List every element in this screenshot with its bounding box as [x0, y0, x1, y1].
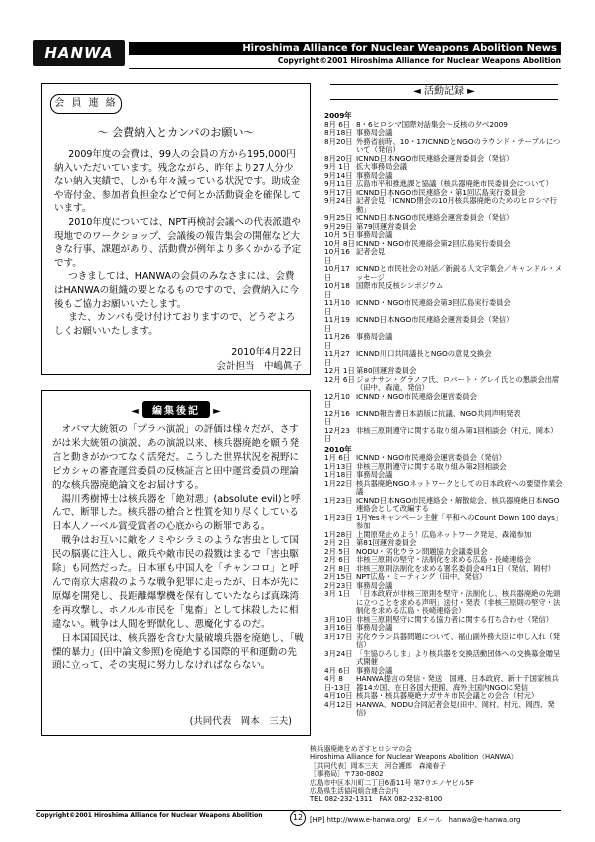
footer-info-line: ［共同代表］岡本三夫 河合護郎 森滝春子 — [310, 761, 446, 770]
activity-row — [324, 197, 564, 214]
activity-text: NODU・劣化ウラン問題協力会議委員会 — [356, 546, 488, 556]
activity-text: 事務局会議 — [356, 332, 393, 341]
header-org-name: Hiroshima Alliance for Nuclear Weapons Abolition News — [129, 42, 561, 55]
activity-row — [324, 138, 564, 155]
activity-text: ICNND日本NGO市民連絡会・解散総会、核兵器廃絶日本NGO連絡会として改編する — [356, 495, 560, 513]
activity-text: ICNNDと市民社会の対話／新鋭る人文字集会／キャンドル・メッセージ — [356, 264, 563, 282]
activity-text: HANWA提言の発信・発送 国連、日本政府、新十千国家核兵器14カ国、在日各国大使館、海外主国内NGOに発信 — [356, 674, 559, 692]
activity-text: ICNND・NGO市民連絡会運営委員会（発信） — [356, 453, 507, 462]
header-rule — [129, 68, 561, 69]
activity-text: 劣化ウラン兵器問題について、福山副外務大臣に申し入れ（発信） — [356, 631, 561, 649]
activity-row — [324, 675, 564, 692]
activity-row — [324, 316, 564, 333]
activity-date: 4月12日 — [324, 699, 353, 709]
activity-year: 2009年 — [324, 111, 352, 120]
activity-heading-label: 活動記録 — [424, 86, 464, 97]
dues-paragraph: また、カンパも受け付けておりますので、どうぞよろしくお願いいたします。 — [54, 312, 296, 337]
activity-text: ジョナサン・グラノフ氏、ロバート・グレイ氏との懇談会出席（田中、森滝、発信） — [356, 374, 560, 392]
activity-date: 9月17日 — [324, 187, 353, 197]
editor-signature: (共同代表 岡本 三夫) — [189, 716, 292, 727]
activity-date: 1月18日 — [324, 470, 353, 479]
footer-info-line: ［事務局］〒730-0802 — [310, 770, 384, 779]
activity-row — [324, 299, 564, 316]
activity-row — [324, 248, 564, 265]
activity-text: 記者会見「ICNND閉会の10月核兵器廃絶のためのヒロシマ行動」 — [356, 196, 557, 214]
activity-date: 8月20日 — [324, 153, 353, 163]
activity-text: 事務局会議 — [356, 128, 393, 137]
activity-date: 1月 6日 — [324, 453, 351, 462]
activity-row — [324, 333, 564, 350]
activity-text: 1月Yesキャンペーン主催「平和へのCount Down 100 days」参加 — [356, 512, 563, 530]
activity-text: 第81回運営委員会 — [356, 538, 417, 547]
activity-date: 9月25日 — [324, 213, 353, 222]
activity-row — [324, 427, 564, 444]
activity-date: 1月28日 — [324, 529, 353, 539]
footer-copyright: Copyright©2001 Hiroshima Alliance for Nuclear Weapons Abolition — [36, 812, 263, 819]
activity-list — [324, 110, 564, 718]
dues-notice-box — [41, 83, 311, 375]
editor-paragraph: 戦争はお互いに敵をノミやシラミのような害虫として国民の脳裏に注入し、敵兵や敵市民の殺戮はまるで「害虫駆除」も同然だった。日本軍も中国人を「チャンコロ」と呼んで南京大虐殺のような戦争犯罪に走ったが、日本が先に原爆を開発し、長距離爆撃機を保有していたならば真珠湾を再攻撃し、ホノルル市民を「鬼畜」として抹殺したに相違ない。戦争は人間を野獣化し、悪魔化するのだ。 — [52, 535, 300, 630]
activity-text: 事務局会議 — [356, 665, 393, 675]
activity-text: 第80回運営委員会 — [356, 366, 417, 375]
activity-text: 非核三原則遵守に関する取り組み第1回相談会（村元、岡本） — [356, 425, 558, 435]
footer-info-line: 核兵器廃絶をめざすヒロシマの会 — [310, 745, 412, 753]
dues-paragraph: 2010年度については、NPT再検討会議への代表派遣や現地でのワークショップ、会議後の報告集会の開催など大きな行事、課題があり、活動費が例年より多くかかる予定です。 — [54, 216, 302, 269]
activity-text: 第79回運営委員会 — [356, 221, 417, 231]
activity-date: 2月 8日 — [324, 563, 351, 573]
activity-date: 3月16日 — [324, 623, 353, 632]
activity-text: 記者会見 — [356, 247, 386, 256]
activity-date: 2月 6日 — [324, 555, 351, 564]
dues-body — [54, 148, 302, 338]
activity-text: 非核三原則の堅守・法制化を求める広島・長崎連絡会 — [356, 555, 532, 564]
hanwa-logo: HANWA — [33, 40, 125, 66]
activity-date: 2月15日 — [324, 572, 353, 581]
activity-date: 12月 1日 — [324, 366, 355, 375]
activity-text: 外務省前時、10・17ICNNDとNGOのラウンド・テーブルについて（発信） — [356, 136, 561, 154]
activity-date: 4月 6日 — [324, 665, 351, 675]
activity-date: 1月23日 — [324, 512, 353, 522]
activity-date: 10月16日 — [324, 247, 350, 265]
dues-paragraph: つきましては、HANWAの会員のみなさまには、会費はHANWAの組織の要となるものですので、会費納入に今後もご協力お願いいたします。 — [54, 271, 299, 310]
activity-row — [324, 393, 564, 410]
dues-date: 2010年4月22日 — [231, 347, 302, 358]
activity-text: ICNND川口共同議長とNGOの意見交換会 — [356, 349, 492, 358]
activity-date: 8月 6日 — [324, 119, 351, 129]
activity-date: 11月19日 — [324, 315, 350, 333]
dues-tag: 会 員 連 絡 — [50, 94, 122, 114]
activity-row — [324, 650, 564, 667]
dues-paragraph: 2009年度の会費は、99人の会員の方から195,000円納入いただいています。残念ながら、昨年より27人分少ない納入実績で、しかも年々減っている状況です。助成金や寄付金、参加者負担金などで何とか活動資金を確保しています。 — [54, 149, 302, 215]
editor-heading-label: 編集後記 — [142, 401, 210, 418]
activity-text: 「日本政府が非核三原則を堅守・法制化し、核兵器廃絶の先頭に立つことを求める声明」送付・発表（非核三原則の堅守・法制化を求める広島・長崎連絡会） — [356, 589, 561, 615]
activity-text: 核兵器・核兵器廃絶ナガサキ市民会議との会合（村元） — [356, 691, 539, 700]
activity-date: 12月 6日 — [324, 374, 355, 384]
editor-note-box — [41, 390, 311, 736]
activity-year: 2010年 — [324, 444, 352, 454]
activity-text: ICNND・NGO市民連絡会第3回広島実行委員会 — [356, 298, 511, 307]
activity-date: 11月10日 — [324, 298, 350, 316]
activity-row — [324, 282, 564, 299]
activity-date: 10月18日 — [324, 281, 350, 299]
activity-date: 12月16日 — [324, 408, 350, 426]
activity-date: 4月 8日-13日 — [324, 674, 351, 692]
activity-text: 事務局会議 — [356, 170, 393, 180]
activity-date: 12月23日 — [324, 425, 350, 443]
activity-text: ICNND・NGO市民連絡会第2回広島実行委員会 — [356, 238, 511, 248]
activity-text: ICNND報告書日本語版に抗議、NGO共同声明発表 — [356, 408, 521, 418]
editor-heading: ◄ 編集後記 ► — [42, 401, 310, 418]
activity-date: 11月26日 — [324, 332, 350, 350]
activity-date: 9月 1日 — [324, 162, 351, 171]
dues-signer: 会計担当 中嶋眞子 — [216, 361, 302, 372]
activity-text: 非核三原則遵守に関する取り組み第2回相談会 — [356, 461, 507, 471]
footer-info-line: 広島県生活協同組合連合会内 — [310, 787, 399, 796]
activity-row — [324, 350, 564, 367]
activity-date: 3月10日 — [324, 614, 353, 624]
editor-body — [52, 423, 304, 673]
editor-paragraph: オバマ大統領の「プラハ演説」の評価は様々だが、さすがは米大統領の演説、あの演説以来、核兵器廃絶を願う発言と動きがかつてなく活発だ。こうした世界状況を視野にピカシャの審査運営委員の反核証言と田中運営委員の理論的な核兵器廃絶論文をお届けする。 — [52, 424, 300, 491]
activity-text: 事務局会議 — [356, 580, 393, 590]
activity-date: 1月22日 — [324, 478, 353, 488]
activity-text: 事務局会議 — [356, 230, 393, 239]
dues-signature — [54, 346, 302, 374]
activity-text: 国際市民反核シンポジウム — [356, 281, 444, 290]
activity-row — [324, 376, 564, 393]
activity-date: 10月17日 — [324, 264, 350, 282]
activity-row — [324, 701, 564, 718]
dues-title: ～ 会費納入とカンパのお願い～ — [97, 126, 255, 139]
activity-heading: ◄ 活動記録 ► — [330, 84, 558, 100]
activity-text: 広島市平和推進課と協議（核兵器廃絶市民委員会について） — [356, 179, 553, 188]
activity-date: 10月 8日 — [324, 238, 355, 248]
footer-info-line: TEL 082-232-1311 FAX 082-232-8100 — [310, 795, 443, 804]
activity-date: 2月 2日 — [324, 538, 351, 547]
page-number: 12 — [290, 810, 306, 826]
activity-row — [324, 633, 564, 650]
activity-date: 12月10日 — [324, 391, 350, 409]
activity-text: 拡大事務局会議 — [356, 162, 408, 171]
activity-row — [324, 265, 564, 282]
header-copyright: Copyright©2001 Hiroshima Alliance for Nuclear Weapons Abolition — [277, 56, 561, 65]
activity-text: ICNND・NGO市民連絡会運営委員会 — [356, 391, 477, 401]
activity-date: 2月 5日 — [324, 546, 351, 556]
activity-text: ICNND日本NGO市民連絡会運営委員会（発信） — [356, 315, 514, 324]
activity-date: 10月 5日 — [324, 230, 355, 239]
activity-date: 3月17日 — [324, 631, 353, 641]
activity-text: 核兵器廃絶NGOネットワークとしての日本政府への要望作業会議 — [356, 478, 563, 496]
activity-row — [324, 497, 564, 514]
footer-info-line: Hiroshima Alliance for Nuclear Weapons Abolition（HANWA） — [310, 753, 518, 762]
footer-homepage: [HP] http://www.e-hanwa.org/ Eメール hanwa@e-hanwa.org — [310, 816, 521, 824]
activity-date: 1月13日 — [324, 461, 353, 471]
activity-row — [324, 410, 564, 427]
activity-text: 8・6ヒロシマ国際対話集会～反核の夕べ2009 — [356, 119, 508, 129]
activity-text: HANWA、NODU合同記者会見(田中、岡村、村元、岡西、発信) — [356, 699, 555, 717]
editor-paragraph: 日本国国民は、核兵器を含む大量破壊兵器を廃絶し、「戦慄的暴力」(田中論文参照)を廃絶する国際的平和運動の先頭に立って、その実現に努力しなければならない。 — [52, 632, 304, 672]
activity-row — [324, 590, 564, 616]
footer-info-line: 広島市中区本川町二丁目6番11号 第7ウエノヤビル5F — [310, 778, 474, 787]
activity-date: 1月23日 — [324, 495, 353, 505]
activity-text: 事務局会議 — [356, 623, 393, 632]
activity-row — [324, 480, 564, 497]
activity-text: NPT広島・ミーティング（田中、発信） — [356, 572, 487, 581]
editor-paragraph: 湯川秀樹博士は核兵器を「絶対悪」(absolute evil)と呼んで、断罪した。核兵器の槍合と性質を知り尽くしている日本人ノーベル賞受賞者の心底からの断罪である。 — [52, 493, 301, 533]
page-header — [33, 40, 561, 72]
activity-date: 3月 1日 — [324, 589, 351, 598]
footer-contact-info — [310, 745, 560, 804]
activity-text: 非核三原則法制化を求める署名委員会4月1日（発信、岡村） — [356, 563, 556, 573]
activity-text: ICNND日本NGO市民連絡会・第1回広島実行委員会 — [356, 187, 526, 197]
activity-date: 2月23日 — [324, 580, 353, 590]
activity-date: 9月29日 — [324, 221, 353, 231]
activity-date: 4月10日 — [324, 691, 353, 700]
activity-date: 8月20日 — [324, 136, 353, 146]
activity-date: 3月24日 — [324, 648, 353, 658]
activity-date: 11月27日 — [324, 349, 350, 367]
activity-date: 9月11日 — [324, 179, 353, 188]
activity-text: 事務局会議 — [356, 470, 393, 479]
activity-text: ICNND日本NGO市民連絡会運営委員会（発信） — [356, 153, 514, 163]
activity-text: ICNND日本NGO市民連絡会運営委員会（発信） — [356, 213, 514, 222]
activity-date: 8月18日 — [324, 128, 353, 137]
activity-text: 上関原発止めよう！広島ネットワーク発足、森滝参加 — [356, 529, 532, 539]
activity-date: 9月24日 — [324, 196, 353, 205]
activity-date: 9月14日 — [324, 170, 353, 180]
activity-row — [324, 514, 564, 531]
activity-text: 非核三原則堅守に関する協力者に関する打ち合わせ（発信） — [356, 614, 554, 624]
activity-text: 「生協ひろしま」より核兵器を交換活動団体への交換募金贈呈式開催 — [356, 648, 561, 666]
